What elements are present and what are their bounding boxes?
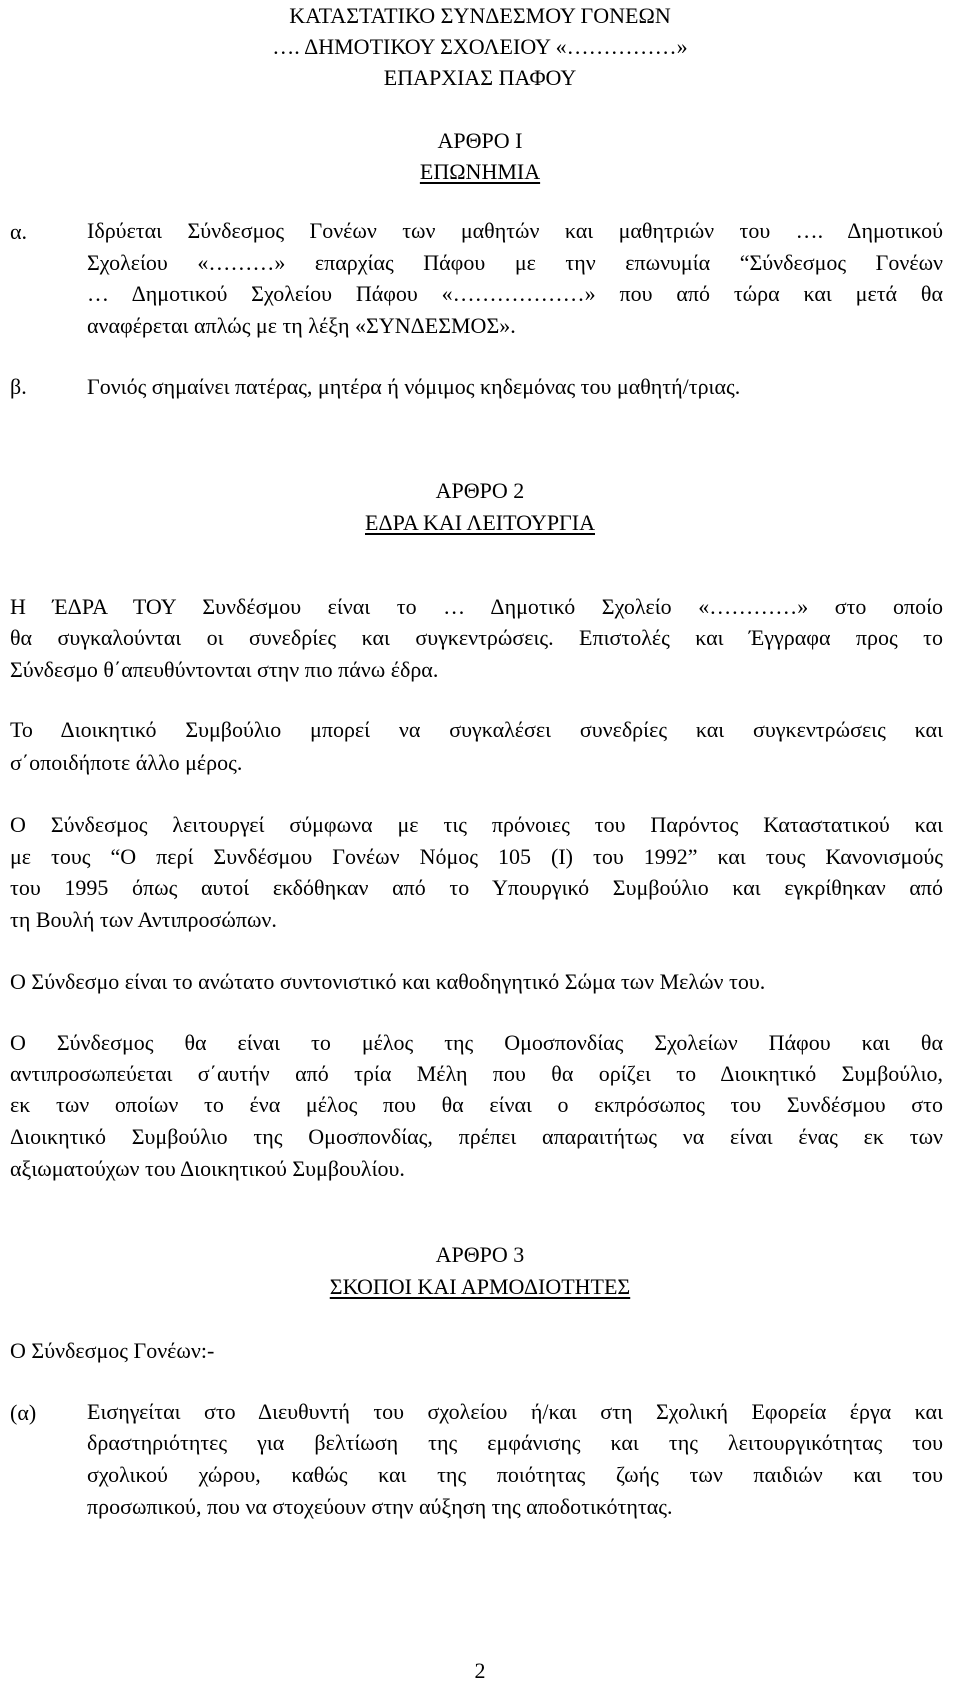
article-2-p5-line: αξιωματούχων του Διοικητικού Συμβουλίου. (10, 1156, 405, 1181)
article-1-number: ΑΡΘΡΟ Ι (437, 128, 523, 153)
article-3-number: ΑΡΘΡΟ 3 (435, 1242, 525, 1267)
article-2-p5-line: αντιπροσωπεύεται σ΄αυτήν από τρία Μέλη που θα ορίζει το Διοικητικό Συμβούλιο, (10, 1061, 943, 1086)
document-title: ΚΑΤΑΣΤΑΤΙΚΟ ΣΥΝΔΕΣΜΟΥ ΓΟΝΕΩΝ (289, 3, 671, 28)
article-3-heading: ΣΚΟΠΟΙ ΚΑΙ ΑΡΜΟΔΙΟΤΗΤΕΣ (329, 1274, 631, 1299)
article-2-p5-line: Διοικητικό Συμβούλιο της Ομοσπονδίας, πρέπει απαραιτήτως να είναι ένας εκ των (10, 1124, 943, 1149)
article-1-item-a-line: Σχολείου «………» επαρχίας Πάφου με την επωνυμία “Σύνδεσμος Γονέων (87, 250, 943, 275)
article-2-p1-line: Σύνδεσμο θ΄απευθύντονται στην πιο πάνω έδρα. (10, 657, 439, 682)
article-2-p4: Ο Σύνδεσμο είναι το ανώτατο συντονιστικό και καθοδηγητικό Σώμα των Μελών του. (10, 969, 766, 994)
article-1-item-a-line: αναφέρεται απλώς με τη λέξη «ΣΥΝΔΕΣΜΟΣ». (87, 313, 516, 338)
article-1-item-a-line: Ιδρύεται Σύνδεσμος Γονέων των μαθητών και μαθητριών του …. Δημοτικού (87, 218, 943, 243)
article-1-heading: ΕΠΩΝΗΜΙΑ (419, 159, 541, 184)
article-2-p3-line: του 1995 όπως αυτοί εκδόθηκαν από το Υπουργικό Συμβούλιο και εγκρίθηκαν από (10, 875, 943, 900)
article-3-item-a-line: Εισηγείται στο Διευθυντή του σχολείου ή/και στη Σχολική Εφορεία έργα και (87, 1399, 943, 1424)
article-3-item-a-line: προσωπικού, που να στοχεύουν στην αύξηση της αποδοτικότητας. (87, 1494, 673, 1519)
article-2-p1-line: Η ΈΔΡΑ ΤΟΥ Συνδέσμου είναι το … Δημοτικό Σχολείο «…………» στο οποίο (10, 594, 943, 619)
article-2-p3-line: Ο Σύνδεσμος λειτουργεί σύμφωνα με τις πρόνοιες του Παρόντος Καταστατικού και (10, 812, 943, 837)
article-3-item-a-line: δραστηριότητες για βελτίωση της εμφάνισης και της λειτουργικότητας του (87, 1430, 943, 1455)
school-name-line: …. ΔΗΜΟΤΙΚΟΥ ΣΧΟΛΕΙΟΥ «……………» (272, 34, 688, 59)
article-2-heading: ΕΔΡΑ ΚΑΙ ΛΕΙΤΟΥΡΓΙΑ (365, 510, 595, 535)
article-1-item-a-label: α. (10, 219, 28, 244)
article-1-item-b-label: β. (10, 374, 27, 399)
article-2-p1-line: θα συγκαλούνται οι συνεδρίες και συγκεντρώσεις. Επιστολές και Έγγραφα προς το (10, 625, 943, 650)
article-2-p5-line: εκ των οποίων το ένα μέλος που θα είναι ο εκπρόσωπος του Συνδέσμου στο (10, 1092, 943, 1117)
article-2-number: ΑΡΘΡΟ 2 (435, 478, 525, 503)
article-3-item-a-line: σχολικού χώρου, καθώς και της ποιότητας ζωής των παιδιών και του (87, 1462, 943, 1487)
article-3-intro: Ο Σύνδεσμος Γονέων:- (10, 1338, 215, 1363)
article-2-p5-line: Ο Σύνδεσμος θα είναι το μέλος της Ομοσπονδίας Σχολείων Πάφου και θα (10, 1030, 943, 1055)
article-1-item-b-text: Γονιός σημαίνει πατέρας, μητέρα ή νόμιμος κηδεμόνας του μαθητή/τριας. (87, 374, 741, 399)
article-1-item-a-line: … Δημοτικού Σχολείου Πάφου «………………» που από τώρα και μετά θα (87, 281, 943, 306)
article-2-p3-line: με τους “Ο περί Συνδέσμου Γονέων Νόμος 105 (Ι) του 1992” και τους Κανονισμούς (10, 844, 943, 869)
article-2-p2-line: σ΄οποιδήποτε άλλο μέρος. (10, 750, 243, 775)
article-3-item-a-label: (α) (10, 1400, 37, 1425)
article-2-p3-line: τη Βουλή των Αντιπροσώπων. (10, 907, 277, 932)
district-line: ΕΠΑΡΧΙΑΣ ΠΑΦΟΥ (383, 65, 577, 90)
article-2-p2-line: Το Διοικητικό Συμβούλιο μπορεί να συγκαλέσει συνεδρίες και συγκεντρώσεις και (10, 717, 943, 742)
page-number: 2 (474, 1658, 486, 1683)
